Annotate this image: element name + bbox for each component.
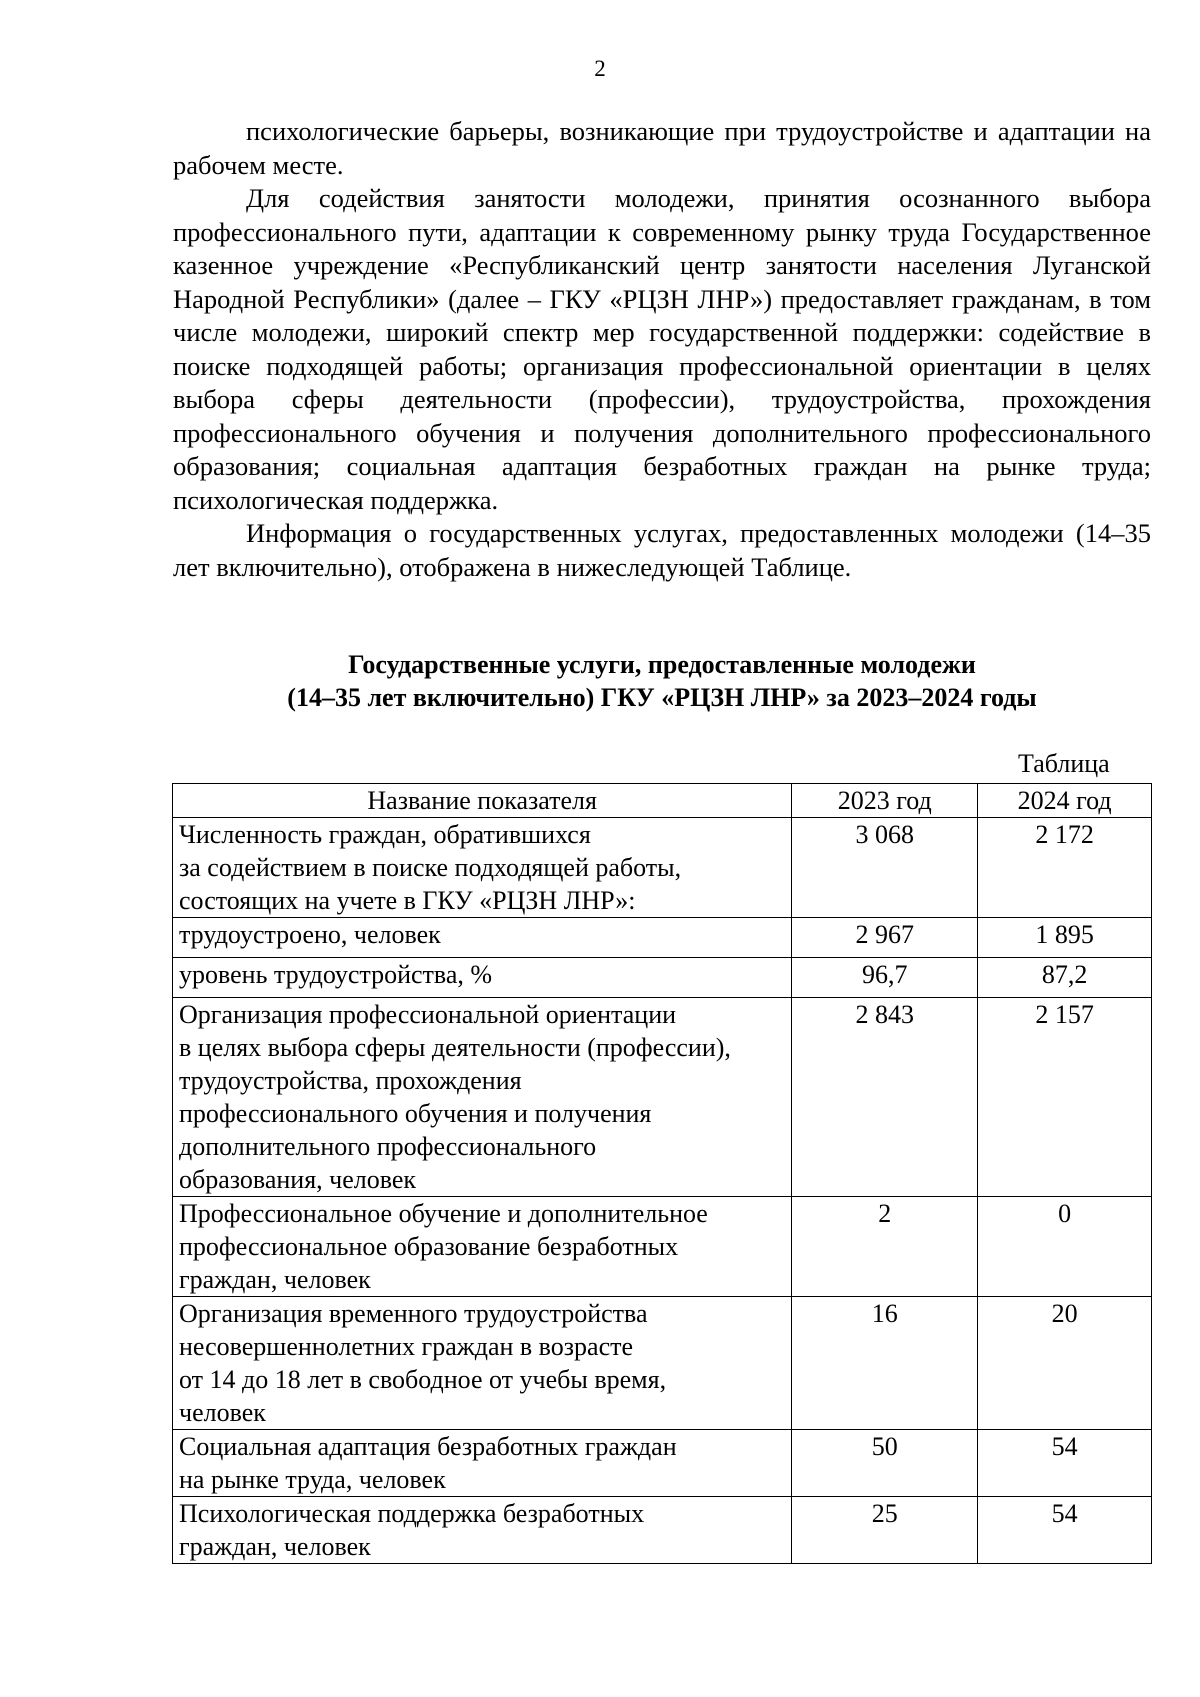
value-2024: 2 157 (978, 998, 1152, 1197)
table-row (173, 818, 1152, 918)
row-name-line: дополнительного профессионального (179, 1132, 597, 1161)
row-name (173, 1430, 792, 1497)
services-table (172, 783, 1152, 1564)
row-name (173, 1497, 792, 1564)
row-name-line: Организация профессиональной ориентации (179, 1000, 677, 1029)
row-name (173, 998, 792, 1197)
paragraph-continuation: психологические барьеры, возникающие при трудоустройстве и адаптации на рабочем месте. (173, 116, 1151, 180)
value-2023: 2 967 (792, 918, 978, 958)
row-name (173, 918, 792, 958)
row-name-line: человек (179, 1398, 266, 1427)
value-2024: 87,2 (978, 958, 1152, 998)
table-row (173, 1497, 1152, 1564)
row-name-line: граждан, человек (179, 1265, 371, 1294)
row-name-line: Профессиональное обучение и дополнительное (179, 1199, 708, 1228)
value-2023: 25 (792, 1497, 978, 1564)
value-2023: 16 (792, 1297, 978, 1430)
value-2023: 2 843 (792, 998, 978, 1197)
row-name (173, 1297, 792, 1430)
table-row (173, 958, 1152, 998)
row-name-line: граждан, человек (179, 1532, 371, 1561)
row-name-line: в целях выбора сферы деятельности (профессии), (179, 1033, 731, 1062)
row-name-line: трудоустройства, прохождения (179, 1066, 522, 1095)
row-name-line: несовершеннолетних граждан в возрасте (179, 1332, 634, 1361)
table-row (173, 998, 1152, 1197)
header-indicator-name: Название показателя (173, 784, 792, 818)
row-name-line: состоящих на учете в ГКУ «РЦЗН ЛНР»: (179, 886, 636, 915)
value-2024: 0 (978, 1197, 1152, 1297)
row-name-line: Психологическая поддержка безработных (179, 1499, 645, 1528)
row-name-line: образования, человек (179, 1165, 417, 1194)
value-2023: 3 068 (792, 818, 978, 918)
row-name-line: профессиональное образование безработных (179, 1232, 679, 1261)
body-text (173, 115, 1151, 584)
table-header-row (173, 784, 1152, 818)
table-title (173, 648, 1151, 714)
value-2023: 96,7 (792, 958, 978, 998)
table-row (173, 1197, 1152, 1297)
row-name-line: Социальная адаптация безработных граждан (179, 1432, 677, 1461)
value-2024: 54 (978, 1430, 1152, 1497)
row-name-line: на рынке труда, человек (179, 1465, 446, 1494)
row-name-line: от 14 до 18 лет в свободное от учебы время, (179, 1365, 667, 1394)
row-name (173, 1197, 792, 1297)
page-number: 2 (594, 56, 606, 81)
value-2024: 54 (978, 1497, 1152, 1564)
row-name (173, 818, 792, 918)
header-year-2023: 2023 год (792, 784, 978, 818)
row-name-line: за содействием в поиске подходящей работы, (179, 853, 682, 882)
paragraph-table-intro: Информация о государственных услугах, предоставленных молодежи (14–35 лет включительно), отображена в нижеследующей Таблице. (173, 518, 1151, 582)
table-title-line-2: (14–35 лет включительно) ГКУ «РЦЗН ЛНР» за 2023–2024 годы (287, 683, 1037, 712)
header-year-2024: 2024 год (978, 784, 1152, 818)
value-2024: 1 895 (978, 918, 1152, 958)
table-row (173, 918, 1152, 958)
value-2023: 2 (792, 1197, 978, 1297)
row-name-line: Организация временного трудоустройства (179, 1299, 648, 1328)
row-name (173, 958, 792, 998)
row-name-line: Численность граждан, обратившихся (179, 820, 591, 849)
row-name-line: трудоустроено, человек (179, 920, 441, 949)
value-2024: 20 (978, 1297, 1152, 1430)
table-row (173, 1297, 1152, 1430)
row-name-line: уровень трудоустройства, % (179, 960, 493, 989)
paragraph-services: Для содействия занятости молодежи, принятия осознанного выбора профессионального пути, адаптации к современному рынку труда Государственное казенное учреждение «Республиканский центр занятости населения Луганской Народной Республики» (далее – ГКУ «РЦЗН ЛНР») предоставляет гражданам, в том числе молодежи, широкий спектр мер государственной поддержки: содействие в поиске подходящей работы; организация профессиональной ориентации в целях выбора сферы деятельности (профессии), трудоустройства, прохождения профессионального обучения и получения дополнительного профессионального образования; социальная адаптация безработных граждан на рынке труда; психологическая поддержка. (173, 183, 1151, 515)
table-row (173, 1430, 1152, 1497)
row-name-line: профессионального обучения и получения (179, 1099, 652, 1128)
value-2024: 2 172 (978, 818, 1152, 918)
table-title-line-1: Государственные услуги, предоставленные молодежи (348, 650, 976, 679)
table-caption: Таблица (1018, 749, 1110, 778)
value-2023: 50 (792, 1430, 978, 1497)
